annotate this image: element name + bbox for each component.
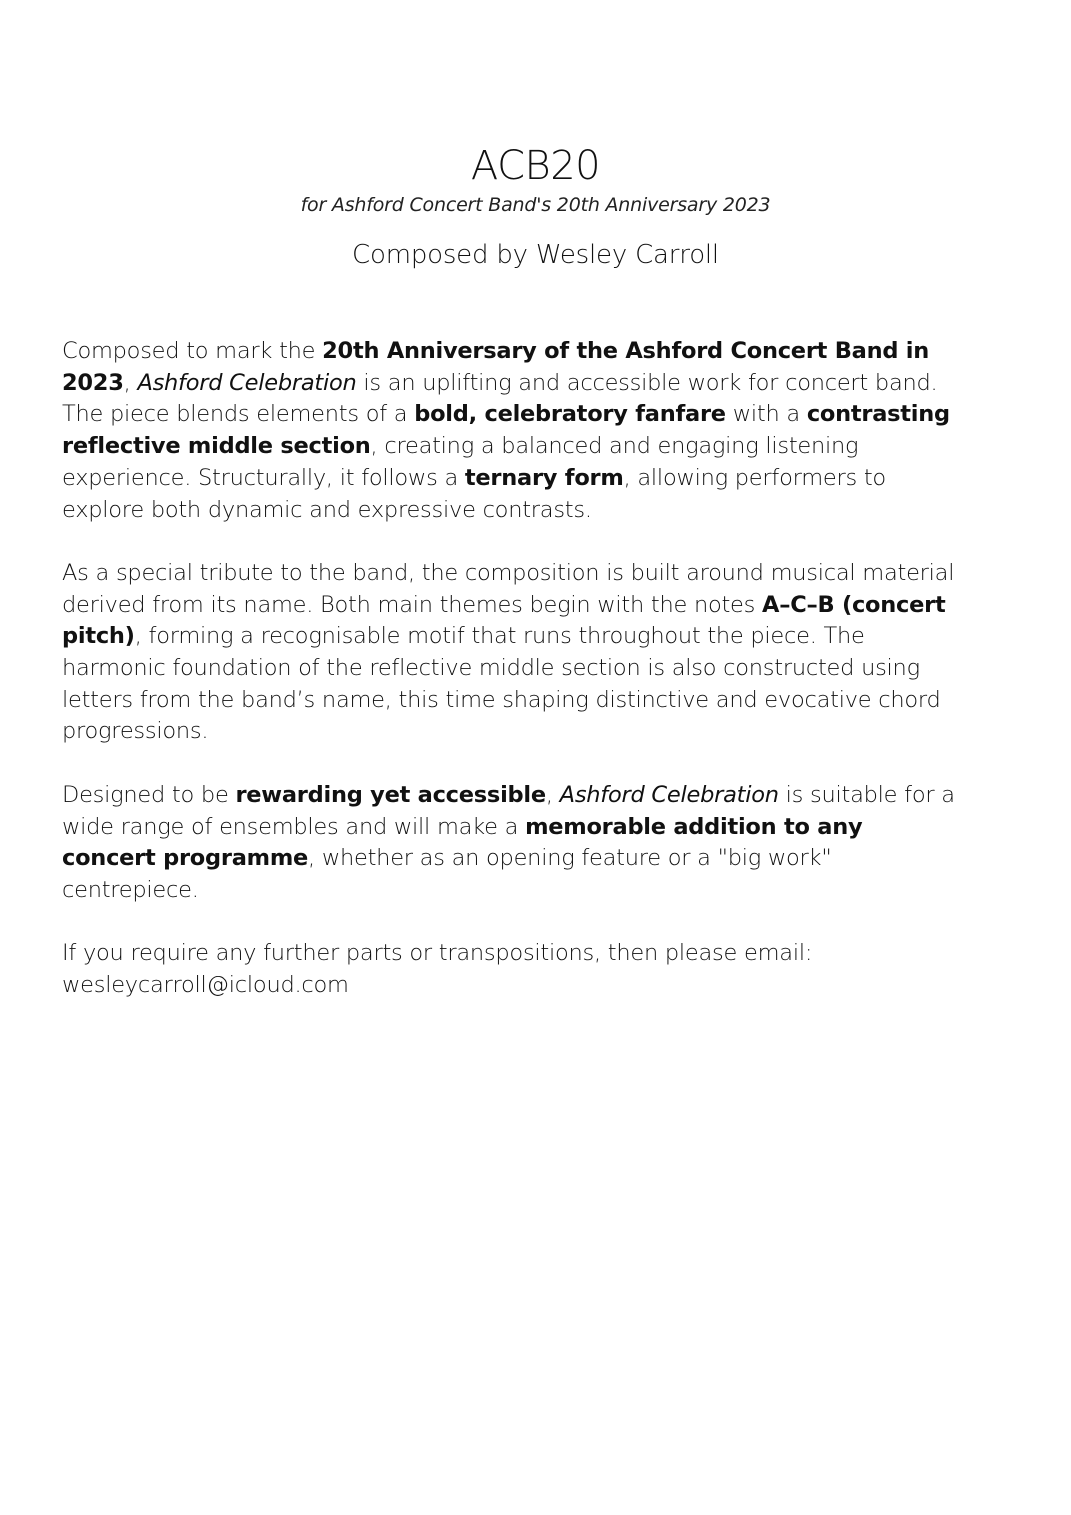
- text-run: , creating a balanced and engaging listening experience. Structurally, it follows a: [62, 433, 859, 491]
- bold-text: rewarding yet accessible: [235, 781, 546, 808]
- contact-email: wesleycarroll@icloud.com: [62, 972, 349, 999]
- text-run: , allowing performers to explore both dynamic and expressive contrasts.: [62, 464, 886, 523]
- italic-title: Ashford Celebration: [559, 781, 779, 808]
- bold-text: ternary form: [464, 464, 624, 491]
- bold-text: 20th Anniversary of the Ashford Concert Band in 2023: [62, 338, 930, 396]
- text-run: Composed to mark the: [62, 338, 323, 364]
- bold-text: memorable addition to any concert programme: [62, 813, 863, 872]
- text-run: is an uplifting and accessible work for concert band. The piece blends elements of a: [62, 369, 938, 428]
- document-header: [0, 140, 1071, 272]
- programme-notes: [62, 336, 962, 1033]
- bold-text: A–C–B (concert pitch): [62, 591, 946, 650]
- paragraph-accessibility: [62, 780, 962, 907]
- text-run: , whether as an opening feature or a "big work" centrepiece.: [62, 845, 832, 903]
- bold-text: contrasting reflective middle section: [62, 401, 950, 460]
- composer-credit: Composed by Wesley Carroll: [352, 240, 719, 270]
- text-run: ,: [123, 369, 138, 396]
- italic-title: Ashford Celebration: [137, 369, 357, 396]
- text-run: As a special tribute to the band, the composition is built around musical material derived from its name. Both main themes begin with the notes: [62, 559, 955, 618]
- paragraph-contact: [62, 938, 962, 1001]
- page-title: ACB20: [470, 143, 601, 189]
- text-run: , forming a recognisable motif that runs throughout the piece. The harmonic foundation of the reflective middle section is also constructed using letters from the band’s name, this time shaping distinctive and evocative chord progressions.: [62, 623, 941, 745]
- text-run: ,: [545, 781, 560, 808]
- bold-text: bold, celebratory fanfare: [414, 401, 726, 428]
- text-run: with a: [725, 401, 807, 428]
- paragraph-tribute: [62, 558, 962, 748]
- dedication-subtitle: for Ashford Concert Band's 20th Anniversary 2023: [300, 194, 771, 216]
- text-run: Designed to be: [62, 781, 236, 808]
- paragraph-intro: [62, 336, 962, 526]
- text-run: is suitable for a wide range of ensembles and will make a: [62, 781, 955, 840]
- text-run: If you require any further parts or transpositions, then please email:: [62, 940, 813, 967]
